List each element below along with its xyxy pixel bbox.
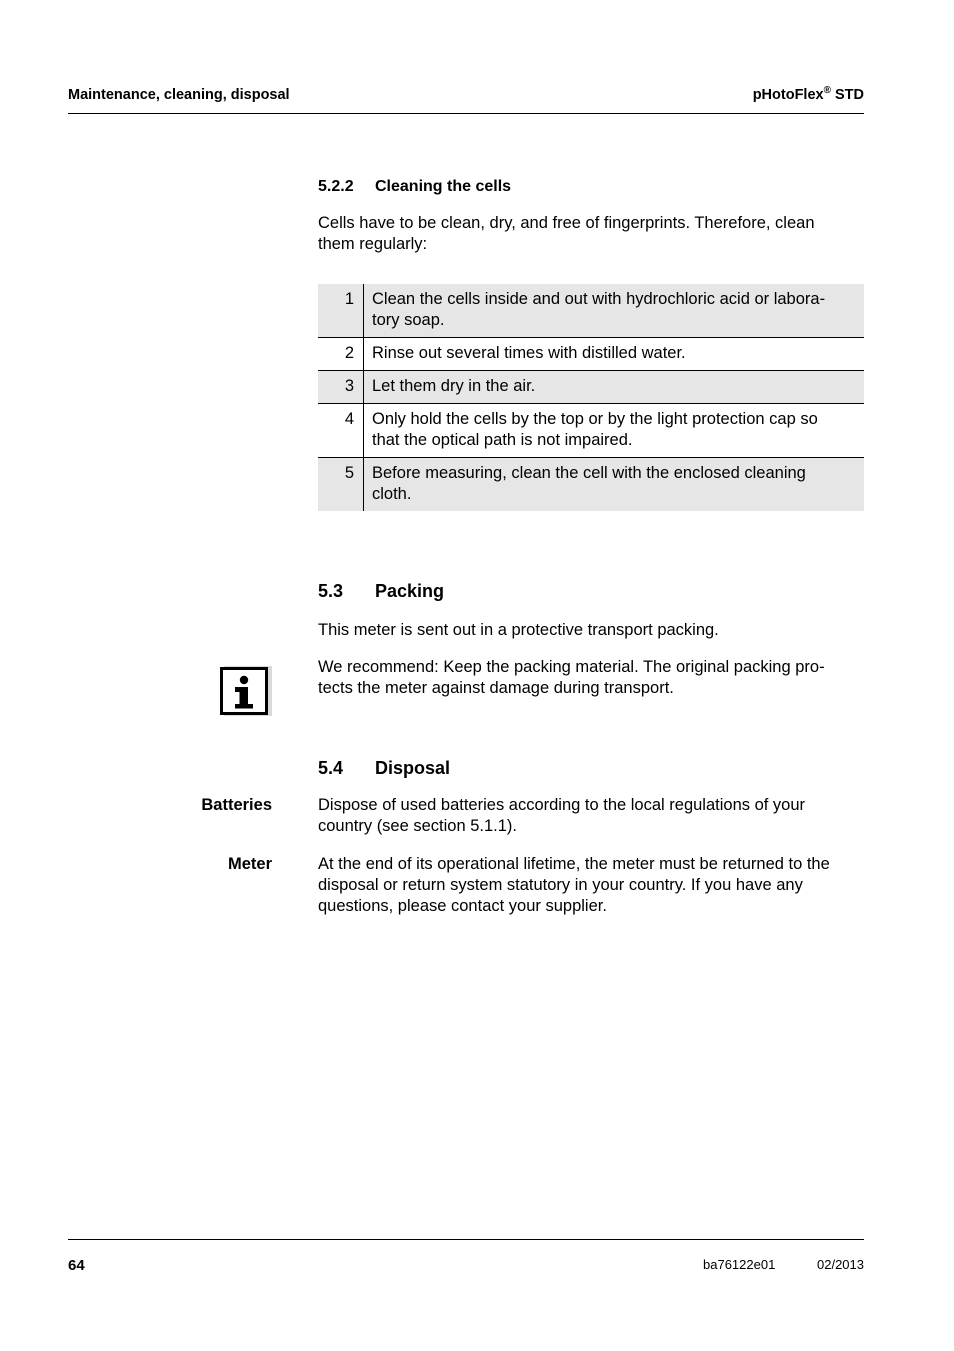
- step-row: [318, 338, 864, 371]
- step-row: [318, 284, 864, 338]
- running-header-chapter: Maintenance, cleaning, disposal: [68, 87, 290, 103]
- packing-note: [318, 657, 864, 699]
- registered-mark: ®: [823, 85, 831, 96]
- section-number: 5.2.2: [318, 178, 354, 195]
- section-5-2-2-heading: [318, 178, 512, 196]
- step-row: [318, 404, 864, 458]
- step-text: Let them dry in the air.: [364, 371, 865, 404]
- section-5-4-heading: [318, 758, 451, 779]
- section-title: Cleaning the cells: [375, 178, 512, 195]
- section-title: Packing: [375, 581, 445, 601]
- step-number: 4: [318, 404, 364, 458]
- section-title: Disposal: [375, 758, 451, 778]
- header-rule: [68, 113, 864, 114]
- intro-line: them regularly:: [318, 235, 428, 253]
- intro-line: Cells have to be clean, dry, and free of fingerprints. Therefore, clean: [318, 214, 815, 232]
- step-text: Before measuring, clean the cell with the enclosed cleaning cloth.: [364, 458, 865, 512]
- cleaning-steps-table: [318, 284, 864, 511]
- product-model: STD: [835, 86, 864, 103]
- note-line: tects the meter against damage during transport.: [318, 679, 674, 697]
- step-text: Clean the cells inside and out with hydrochloric acid or labora- tory soap.: [364, 284, 865, 338]
- step-number: 1: [318, 284, 364, 338]
- page-number: 64: [68, 1257, 85, 1274]
- batteries-label: Batteries: [201, 796, 272, 814]
- step-number: 2: [318, 338, 364, 371]
- batteries-paragraph: Dispose of used batteries according to the local regulations of your country (see section 5.1.1).: [318, 796, 806, 835]
- step-number: 3: [318, 371, 364, 404]
- step-text: Only hold the cells by the top or by the light protection cap so that the optical path is not impaired.: [364, 404, 865, 458]
- section-5-3-heading: [318, 581, 445, 602]
- info-icon: [220, 664, 272, 716]
- packing-paragraph: This meter is sent out in a protective transport packing.: [318, 621, 719, 639]
- step-row: [318, 371, 864, 404]
- document-id: ba76122e01: [703, 1257, 776, 1272]
- section-5-2-2-intro: [318, 213, 864, 255]
- note-line: We recommend: Keep the packing material. The original packing pro-: [318, 658, 825, 676]
- step-text: Rinse out several times with distilled water.: [364, 338, 865, 371]
- section-number: 5.4: [318, 758, 344, 778]
- product-brand: pHotoFlex: [752, 86, 824, 103]
- meter-paragraph: At the end of its operational lifetime, the meter must be returned to the disposal or return system statutory in your country. If you have any questions, please contact your supplier.: [318, 855, 830, 915]
- section-number: 5.3: [318, 581, 344, 601]
- step-row: [318, 458, 864, 512]
- step-number: 5: [318, 458, 364, 512]
- meter-label: Meter: [227, 855, 272, 873]
- footer-rule: [68, 1239, 864, 1240]
- document-date: 02/2013: [817, 1257, 864, 1272]
- running-header-product: [753, 85, 864, 103]
